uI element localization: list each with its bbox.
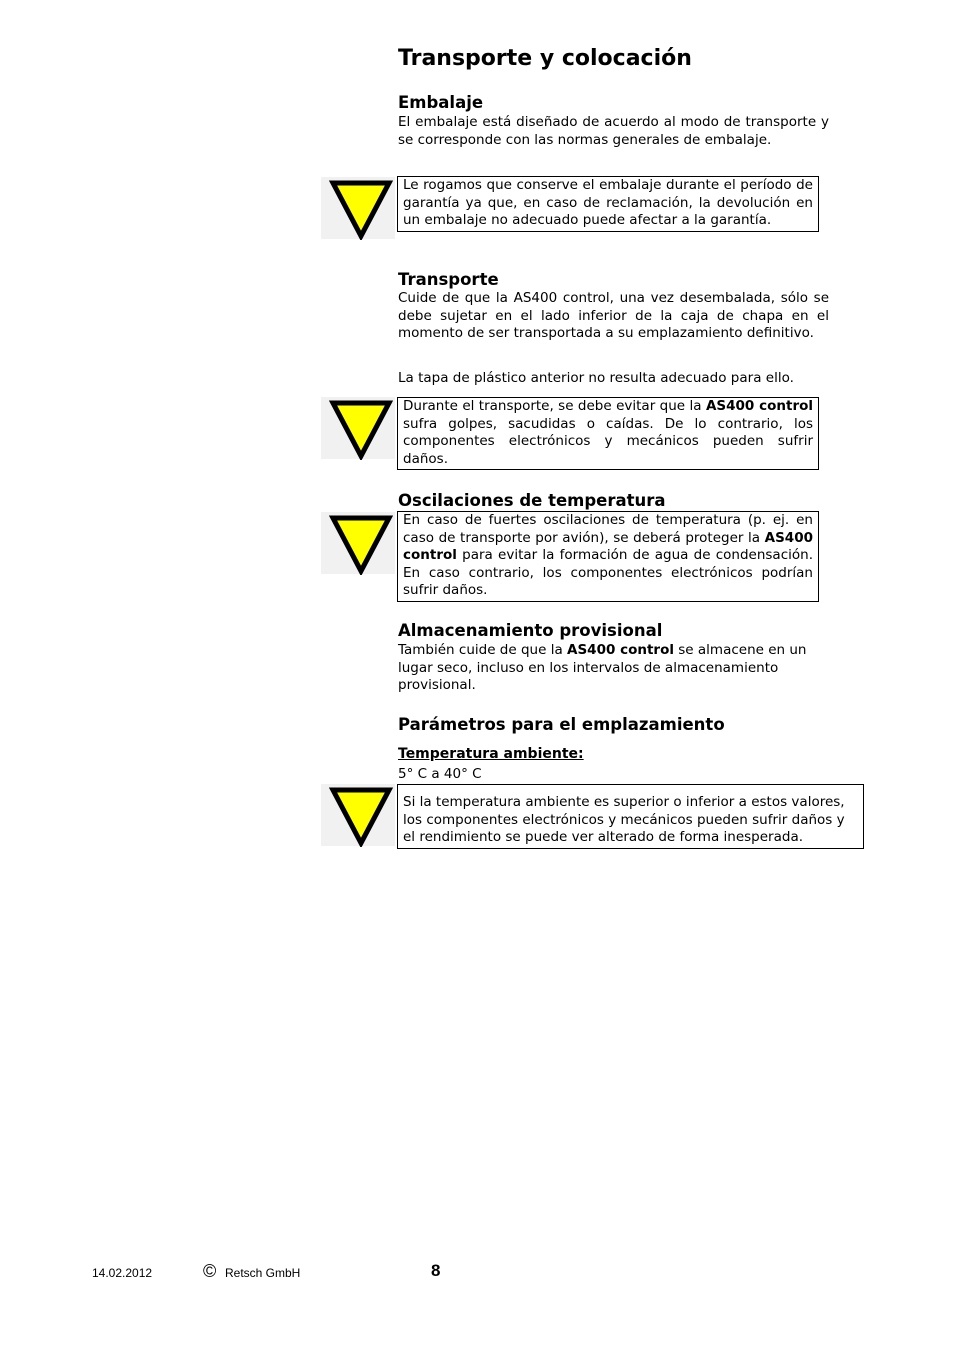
warning-icon <box>321 397 395 459</box>
note-text: Durante el transporte, se debe evitar que la <box>403 398 706 414</box>
page-number: 8 <box>431 1261 441 1280</box>
page-title: Transporte y colocación <box>398 46 692 71</box>
paragraph-text: se almacene en un lugar seco, incluso en los intervalos de almacenamiento provisional. <box>398 642 807 694</box>
heading-parametros: Parámetros para el emplazamiento <box>398 715 725 734</box>
heading-oscilaciones: Oscilaciones de temperatura <box>398 491 666 510</box>
note-transporte <box>397 397 819 470</box>
heading-transporte: Transporte <box>398 270 499 289</box>
heading-embalaje: Embalaje <box>398 93 484 112</box>
heading-almacenamiento: Almacenamiento provisional <box>398 621 663 640</box>
note-oscilaciones <box>397 511 819 602</box>
paragraph-transporte: Cuide de que la AS400 control, una vez desembalada, sólo se debe sujetar en el lado inferior de la caja de chapa en el momento de ser transportada a su emplazamiento definitivo. <box>398 290 829 342</box>
product-name: AS400 control <box>403 529 813 564</box>
note-text: sufra golpes, sacudidas o caídas. De lo contrario, los componentes electrónicos y mecánicos pueden sufrir daños. <box>403 415 813 467</box>
footer-date: 14.02.2012 <box>92 1266 153 1280</box>
note-embalaje: Le rogamos que conserve el embalaje durante el período de garantía ya que, en caso de reclamación, la devolución en un embalaje no adecuado puede afectar a la garantía. <box>397 176 819 232</box>
footer-company: Retsch GmbH <box>225 1266 301 1280</box>
paragraph-almacenamiento <box>398 642 829 695</box>
warning-icon <box>321 512 395 574</box>
note-temperatura: Si la temperatura ambiente es superior o inferior a estos valores, los componentes electrónicos y mecánicos pueden sufrir daños y el rendimiento se puede ver alterado de forma inesperada. <box>397 784 864 849</box>
note-text: En caso de fuertes oscilaciones de temperatura (p. ej. en caso de transporte por avión), se deberá proteger la <box>403 512 813 546</box>
warning-icon <box>321 784 395 846</box>
warning-icon <box>321 177 395 239</box>
temperature-range: 5° C a 40° C <box>398 766 482 782</box>
note-text: para evitar la formación de agua de condensación. En caso contrario, los componentes electrónicos podrían sufrir daños. <box>403 547 813 599</box>
paragraph-tapa: La tapa de plástico anterior no resulta adecuado para ello. <box>398 370 794 386</box>
product-name: AS400 control <box>705 398 814 414</box>
product-name: AS400 control <box>567 642 674 658</box>
subheading-temperatura: Temperatura ambiente: <box>398 746 584 762</box>
paragraph-embalaje: El embalaje está diseñado de acuerdo al modo de transporte y se corresponde con las normas generales de embalaje. <box>398 114 829 148</box>
paragraph-text: También cuide de que la <box>398 642 568 658</box>
copyright-icon: © <box>203 1261 217 1281</box>
